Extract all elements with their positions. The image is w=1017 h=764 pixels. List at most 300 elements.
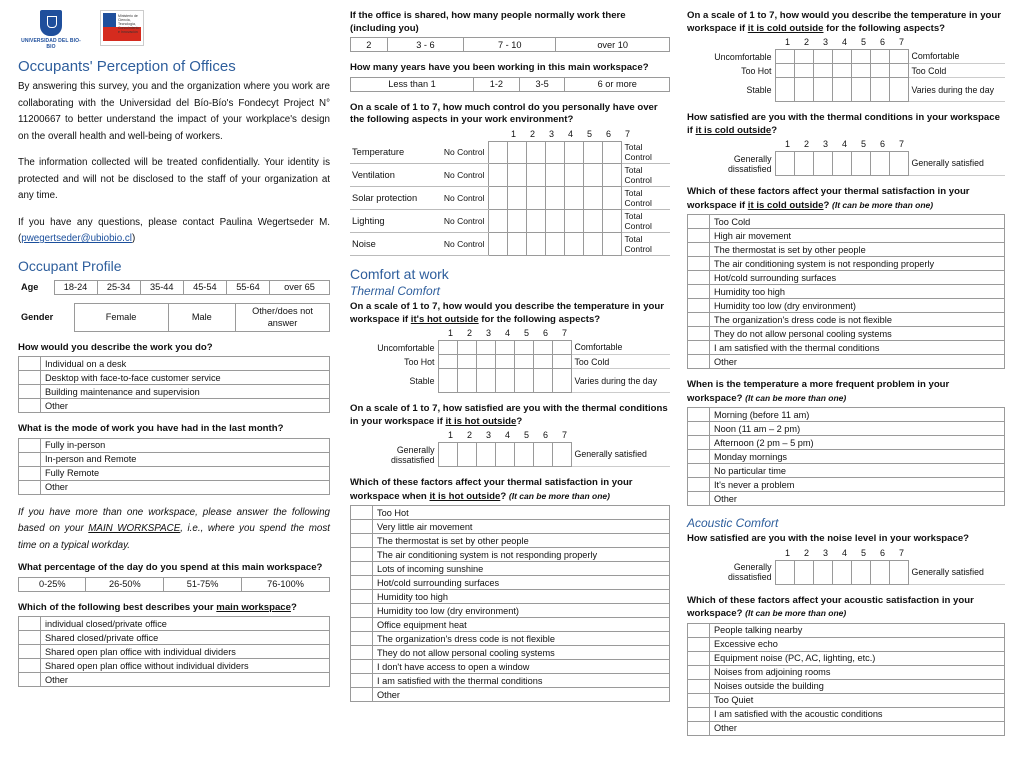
rating-cell[interactable] bbox=[583, 233, 602, 256]
shared-options bbox=[350, 37, 670, 52]
scale-num: 7 bbox=[898, 547, 904, 558]
list-item[interactable] bbox=[19, 466, 330, 480]
rating-cell[interactable] bbox=[457, 355, 476, 369]
question-control: On a scale of 1 to 7, how much control do you personally have over the following aspects in your work environment? bbox=[350, 101, 658, 125]
rating-cell[interactable] bbox=[514, 355, 533, 369]
checkbox[interactable] bbox=[688, 623, 710, 637]
rating-cell[interactable] bbox=[457, 369, 476, 393]
rating-cell[interactable] bbox=[476, 369, 495, 393]
rating-cell[interactable] bbox=[533, 355, 552, 369]
rating-cell[interactable] bbox=[832, 560, 851, 584]
list-item[interactable] bbox=[688, 215, 1005, 229]
list-item[interactable] bbox=[19, 438, 330, 452]
rating-cell[interactable] bbox=[545, 164, 564, 187]
rating-cell[interactable] bbox=[564, 210, 583, 233]
checkbox[interactable] bbox=[19, 438, 41, 452]
checkbox[interactable] bbox=[19, 466, 41, 480]
column-3 bbox=[687, 10, 1005, 736]
checkbox[interactable] bbox=[688, 651, 710, 665]
rating-cell[interactable] bbox=[438, 369, 457, 393]
rating-cell[interactable] bbox=[813, 64, 832, 78]
hot-factor-options bbox=[350, 505, 670, 702]
list-item[interactable] bbox=[351, 660, 670, 674]
rating-cell[interactable] bbox=[602, 187, 621, 210]
list-item[interactable] bbox=[688, 492, 1005, 506]
rating-cell[interactable] bbox=[526, 187, 545, 210]
question-factors-acoustic bbox=[687, 595, 1005, 621]
checkbox[interactable] bbox=[19, 385, 41, 399]
scale-num: 6 bbox=[605, 128, 611, 139]
list-item[interactable] bbox=[688, 271, 1005, 285]
option-label: Afternoon (2 pm – 5 pm) bbox=[710, 436, 1005, 450]
option-label: Noises from adjoining rooms bbox=[710, 665, 1005, 679]
no-control-label: No Control bbox=[440, 164, 488, 187]
rating-cell[interactable] bbox=[476, 341, 495, 355]
rating-cell[interactable] bbox=[526, 141, 545, 164]
option-label: Other bbox=[41, 399, 330, 413]
rating-cell[interactable] bbox=[851, 78, 870, 102]
rating-cell[interactable] bbox=[813, 78, 832, 102]
scale-num: 6 bbox=[542, 328, 548, 338]
rating-cell[interactable] bbox=[889, 560, 908, 584]
checkbox[interactable] bbox=[19, 480, 41, 494]
checkbox[interactable] bbox=[688, 229, 710, 243]
rating-cell[interactable] bbox=[476, 355, 495, 369]
rating-cell[interactable] bbox=[583, 187, 602, 210]
rating-cell[interactable] bbox=[526, 210, 545, 233]
option-label: Humidity too high bbox=[710, 285, 1005, 299]
scale-num: 3 bbox=[485, 430, 491, 440]
rating-cell[interactable] bbox=[851, 560, 870, 584]
list-item[interactable] bbox=[351, 520, 670, 534]
checkbox[interactable] bbox=[688, 707, 710, 721]
checkbox[interactable] bbox=[351, 632, 373, 646]
q-a: Which of these factors affect your thermal satisfaction in your workspace if bbox=[687, 186, 970, 211]
scale-num: 3 bbox=[485, 328, 491, 338]
rating-cell[interactable] bbox=[526, 233, 545, 256]
scale-num: 6 bbox=[879, 37, 885, 47]
scale-num: 3 bbox=[548, 128, 554, 139]
rating-cell[interactable] bbox=[851, 152, 870, 176]
rating-cell[interactable] bbox=[514, 443, 533, 467]
rating-cell[interactable] bbox=[889, 78, 908, 102]
rating-cell[interactable] bbox=[889, 50, 908, 64]
list-item[interactable] bbox=[351, 632, 670, 646]
checkbox[interactable] bbox=[688, 327, 710, 341]
checkbox[interactable] bbox=[19, 357, 41, 371]
rating-cell[interactable] bbox=[870, 64, 889, 78]
list-item[interactable] bbox=[688, 637, 1005, 651]
q-b: for the following aspects? bbox=[823, 22, 946, 34]
list-item[interactable] bbox=[688, 450, 1005, 464]
scale-num: 1 bbox=[447, 430, 453, 440]
rating-cell[interactable] bbox=[564, 233, 583, 256]
rating-cell[interactable] bbox=[583, 210, 602, 233]
rating-cell[interactable] bbox=[564, 187, 583, 210]
rating-cell[interactable] bbox=[813, 50, 832, 64]
rating-cell[interactable] bbox=[495, 341, 514, 355]
rating-cell[interactable] bbox=[832, 152, 851, 176]
contact-pre: If you have any questions, please contact Paulina Wegertseder M. ( bbox=[18, 216, 330, 244]
question-mode: What is the mode of work you have had in the last month? bbox=[18, 423, 284, 434]
checkbox[interactable] bbox=[688, 422, 710, 436]
option-label: I am satisfied with the acoustic conditions bbox=[710, 707, 1005, 721]
rating-cell[interactable] bbox=[794, 64, 813, 78]
cold-factor-options bbox=[687, 214, 1005, 369]
option-label: Building maintenance and supervision bbox=[41, 385, 330, 399]
rating-cell[interactable] bbox=[545, 187, 564, 210]
rating-cell[interactable] bbox=[889, 64, 908, 78]
rating-cell[interactable] bbox=[552, 443, 571, 467]
scale-right-label: Too Cold bbox=[908, 64, 1005, 78]
age-option[interactable]: 35-44 bbox=[140, 280, 183, 294]
list-item[interactable] bbox=[688, 355, 1005, 369]
years-option[interactable]: 6 or more bbox=[565, 77, 670, 91]
thermal-title: Thermal Comfort bbox=[350, 284, 441, 298]
rating-cell[interactable] bbox=[552, 355, 571, 369]
rating-cell[interactable] bbox=[533, 369, 552, 393]
rating-cell[interactable] bbox=[813, 152, 832, 176]
gender-option[interactable]: Other/does not answer bbox=[236, 303, 330, 331]
age-option[interactable]: 45-54 bbox=[183, 280, 226, 294]
checkbox[interactable] bbox=[688, 665, 710, 679]
q-b: ? bbox=[516, 415, 523, 427]
list-item[interactable] bbox=[19, 631, 330, 645]
question-shared: If the office is shared, how many people normally work there (including you) bbox=[350, 10, 626, 34]
scale-right-label: Generally satisfied bbox=[908, 152, 1005, 176]
checkbox[interactable] bbox=[19, 452, 41, 466]
total-control-label: Total Control bbox=[621, 164, 670, 187]
list-item[interactable] bbox=[19, 452, 330, 466]
scale-num: 5 bbox=[860, 139, 866, 149]
checkbox[interactable] bbox=[688, 436, 710, 450]
rating-cell[interactable] bbox=[832, 78, 851, 102]
checkbox[interactable] bbox=[688, 341, 710, 355]
question-satisfied-hot bbox=[350, 403, 670, 428]
age-option[interactable]: 55-64 bbox=[226, 280, 269, 294]
list-item[interactable] bbox=[351, 674, 670, 688]
option-label: Shared open plan office with individual dividers bbox=[41, 645, 330, 659]
percentage-option[interactable]: 51-75% bbox=[164, 577, 242, 591]
rating-cell[interactable] bbox=[438, 443, 457, 467]
rating-cell[interactable] bbox=[495, 369, 514, 393]
rating-cell[interactable] bbox=[533, 341, 552, 355]
rating-cell[interactable] bbox=[488, 141, 507, 164]
rating-cell[interactable] bbox=[495, 443, 514, 467]
checkbox[interactable] bbox=[688, 478, 710, 492]
contact-email-link[interactable]: pwegertseder@ubiobio.cl bbox=[21, 233, 132, 244]
rating-cell[interactable] bbox=[583, 141, 602, 164]
shared-option[interactable]: 2 bbox=[351, 38, 388, 52]
no-control-label: No Control bbox=[440, 233, 488, 256]
list-item[interactable] bbox=[688, 651, 1005, 665]
list-item[interactable] bbox=[351, 688, 670, 702]
list-item[interactable] bbox=[688, 707, 1005, 721]
scale-num: 3 bbox=[822, 37, 828, 47]
list-item[interactable] bbox=[688, 299, 1005, 313]
question-work: How would you describe the work you do? bbox=[18, 341, 213, 353]
rating-cell[interactable] bbox=[602, 233, 621, 256]
scale-right-label: Generally satisfied bbox=[908, 560, 1005, 584]
age-option[interactable]: over 65 bbox=[270, 280, 330, 294]
list-item[interactable] bbox=[688, 285, 1005, 299]
list-item[interactable] bbox=[19, 617, 330, 631]
list-item[interactable] bbox=[19, 371, 330, 385]
rating-cell[interactable] bbox=[851, 64, 870, 78]
rating-cell[interactable] bbox=[602, 164, 621, 187]
checkbox[interactable] bbox=[688, 450, 710, 464]
list-item[interactable] bbox=[688, 408, 1005, 422]
rating-cell[interactable] bbox=[488, 233, 507, 256]
list-item[interactable] bbox=[19, 659, 330, 673]
list-item[interactable] bbox=[688, 693, 1005, 707]
list-item[interactable] bbox=[688, 665, 1005, 679]
scale-num: 5 bbox=[523, 328, 529, 338]
checkbox[interactable] bbox=[688, 299, 710, 313]
rating-cell[interactable] bbox=[870, 50, 889, 64]
years-option[interactable]: Less than 1 bbox=[351, 77, 474, 91]
list-item[interactable] bbox=[19, 673, 330, 687]
rating-cell[interactable] bbox=[564, 164, 583, 187]
list-item[interactable] bbox=[688, 257, 1005, 271]
percentage-option[interactable]: 26-50% bbox=[86, 577, 164, 591]
rating-cell[interactable] bbox=[794, 152, 813, 176]
rating-cell[interactable] bbox=[457, 341, 476, 355]
list-item[interactable] bbox=[351, 548, 670, 562]
checkbox[interactable] bbox=[688, 721, 710, 735]
q-a: On a scale of 1 to 7, how would you describe the temperature in your workspace if bbox=[350, 301, 664, 325]
checkbox[interactable] bbox=[19, 645, 41, 659]
checkbox[interactable] bbox=[688, 679, 710, 693]
percentage-option[interactable]: 0-25% bbox=[19, 577, 86, 591]
checkbox[interactable] bbox=[688, 257, 710, 271]
list-item[interactable] bbox=[688, 436, 1005, 450]
checkbox[interactable] bbox=[688, 355, 710, 369]
gender-option[interactable]: Male bbox=[168, 303, 235, 331]
scale-left-label: Generally dissatisfied bbox=[390, 444, 435, 465]
rating-cell[interactable] bbox=[602, 141, 621, 164]
rating-cell[interactable] bbox=[813, 560, 832, 584]
rating-cell[interactable] bbox=[794, 78, 813, 102]
checkbox[interactable] bbox=[688, 285, 710, 299]
rating-cell[interactable] bbox=[507, 141, 526, 164]
control-row bbox=[350, 233, 670, 256]
years-option[interactable]: 1-2 bbox=[473, 77, 519, 91]
rating-cell[interactable] bbox=[507, 210, 526, 233]
q-u: it is cold outside bbox=[747, 199, 824, 211]
checkbox[interactable] bbox=[351, 562, 373, 576]
checkbox[interactable] bbox=[351, 520, 373, 534]
list-item[interactable] bbox=[19, 480, 330, 494]
rating-cell[interactable] bbox=[775, 152, 794, 176]
checkbox[interactable] bbox=[351, 618, 373, 632]
checkbox[interactable] bbox=[351, 534, 373, 548]
checkbox[interactable] bbox=[351, 674, 373, 688]
checkbox[interactable] bbox=[688, 693, 710, 707]
rating-cell[interactable] bbox=[457, 443, 476, 467]
list-item[interactable] bbox=[19, 385, 330, 399]
rating-cell[interactable] bbox=[514, 341, 533, 355]
rating-cell[interactable] bbox=[870, 560, 889, 584]
list-item[interactable] bbox=[688, 229, 1005, 243]
option-label: Excessive echo bbox=[710, 637, 1005, 651]
q-a: Which of these factors affect your acoustic satisfaction in your workspace? bbox=[687, 594, 974, 619]
shared-option[interactable]: over 10 bbox=[556, 38, 670, 52]
contact-post: ) bbox=[131, 233, 136, 244]
checkbox[interactable] bbox=[351, 506, 373, 520]
no-control-label: No Control bbox=[440, 187, 488, 210]
list-item[interactable] bbox=[688, 243, 1005, 257]
rating-cell[interactable] bbox=[476, 443, 495, 467]
rating-cell[interactable] bbox=[583, 164, 602, 187]
list-item[interactable] bbox=[688, 327, 1005, 341]
checkbox[interactable] bbox=[19, 617, 41, 631]
rating-cell[interactable] bbox=[775, 50, 794, 64]
checkbox[interactable] bbox=[19, 371, 41, 385]
scale-right-label: Generally satisfied bbox=[571, 443, 670, 467]
q-u: main workspace bbox=[216, 601, 291, 613]
gender-option[interactable]: Female bbox=[74, 303, 168, 331]
rating-cell[interactable] bbox=[775, 64, 794, 78]
years-option[interactable]: 3-5 bbox=[519, 77, 565, 91]
checkbox[interactable] bbox=[19, 399, 41, 413]
checkbox[interactable] bbox=[19, 631, 41, 645]
scale-right-label: Varies during the day bbox=[571, 369, 670, 393]
rating-cell[interactable] bbox=[552, 341, 571, 355]
checkbox[interactable] bbox=[351, 660, 373, 674]
rating-cell[interactable] bbox=[832, 50, 851, 64]
option-label: Shared closed/private office bbox=[41, 631, 330, 645]
rating-cell[interactable] bbox=[870, 152, 889, 176]
list-item[interactable] bbox=[688, 623, 1005, 637]
list-item[interactable] bbox=[351, 618, 670, 632]
age-option[interactable]: 25-34 bbox=[97, 280, 140, 294]
scale-num: 1 bbox=[447, 328, 453, 338]
checkbox[interactable] bbox=[688, 408, 710, 422]
rating-cell[interactable] bbox=[488, 187, 507, 210]
list-item[interactable] bbox=[688, 464, 1005, 478]
checkbox[interactable] bbox=[688, 464, 710, 478]
rating-cell[interactable] bbox=[545, 210, 564, 233]
rating-cell[interactable] bbox=[552, 369, 571, 393]
gender-table bbox=[18, 303, 330, 332]
rating-cell[interactable] bbox=[564, 141, 583, 164]
rating-cell[interactable] bbox=[832, 64, 851, 78]
checkbox[interactable] bbox=[351, 576, 373, 590]
rating-cell[interactable] bbox=[545, 233, 564, 256]
rating-cell[interactable] bbox=[438, 341, 457, 355]
rating-cell[interactable] bbox=[851, 50, 870, 64]
row-label: Ventilation bbox=[350, 164, 440, 187]
scale-left-label: Stable bbox=[409, 375, 435, 386]
rating-cell[interactable] bbox=[507, 164, 526, 187]
scale-num: 2 bbox=[803, 547, 809, 558]
rating-cell[interactable] bbox=[602, 210, 621, 233]
list-item[interactable] bbox=[351, 506, 670, 520]
list-item[interactable] bbox=[19, 645, 330, 659]
scale-num: 2 bbox=[803, 37, 809, 47]
list-item[interactable] bbox=[688, 313, 1005, 327]
checkbox[interactable] bbox=[688, 313, 710, 327]
scale-num: 4 bbox=[504, 430, 510, 440]
list-item[interactable] bbox=[351, 534, 670, 548]
workspace-note bbox=[18, 505, 330, 555]
checkbox[interactable] bbox=[688, 215, 710, 229]
scale-num: 4 bbox=[841, 139, 847, 149]
rating-cell[interactable] bbox=[545, 141, 564, 164]
rating-cell[interactable] bbox=[889, 152, 908, 176]
list-item[interactable] bbox=[688, 422, 1005, 436]
checkbox[interactable] bbox=[351, 688, 373, 702]
rating-cell[interactable] bbox=[533, 443, 552, 467]
rating-cell[interactable] bbox=[488, 164, 507, 187]
rating-cell[interactable] bbox=[794, 560, 813, 584]
rating-cell[interactable] bbox=[870, 78, 889, 102]
checkbox[interactable] bbox=[19, 673, 41, 687]
question-years: How many years have you been working in this main workspace? bbox=[350, 62, 649, 73]
option-label: People talking nearby bbox=[710, 623, 1005, 637]
list-item[interactable] bbox=[688, 721, 1005, 735]
checkbox[interactable] bbox=[351, 646, 373, 660]
rating-cell[interactable] bbox=[775, 560, 794, 584]
scale-right-label: Comfortable bbox=[908, 50, 1005, 64]
list-item[interactable] bbox=[688, 341, 1005, 355]
list-item[interactable] bbox=[688, 679, 1005, 693]
rating-cell[interactable] bbox=[507, 187, 526, 210]
checkbox[interactable] bbox=[351, 604, 373, 618]
q-a: On a scale of 1 to 7, how satisfied are you with the thermal conditions in your workspace if bbox=[350, 403, 668, 427]
percentage-option[interactable]: 76-100% bbox=[241, 577, 329, 591]
checkbox[interactable] bbox=[688, 637, 710, 651]
list-item[interactable] bbox=[351, 576, 670, 590]
q-b: ? bbox=[771, 124, 778, 136]
list-item[interactable] bbox=[351, 562, 670, 576]
rating-cell[interactable] bbox=[507, 233, 526, 256]
rating-cell[interactable] bbox=[526, 164, 545, 187]
total-control-label: Total Control bbox=[621, 187, 670, 210]
q-a: How satisfied are you with the thermal conditions in your workspace if bbox=[687, 112, 1000, 136]
list-item[interactable] bbox=[351, 646, 670, 660]
hint: (It can be more than one) bbox=[745, 608, 847, 618]
checkbox[interactable] bbox=[351, 590, 373, 604]
checkbox[interactable] bbox=[351, 548, 373, 562]
rating-cell[interactable] bbox=[488, 210, 507, 233]
age-option[interactable]: 18-24 bbox=[54, 280, 97, 294]
shared-option[interactable]: 3 - 6 bbox=[387, 38, 464, 52]
option-label: Hot/cold surrounding surfaces bbox=[373, 576, 670, 590]
checkbox[interactable] bbox=[688, 271, 710, 285]
list-item[interactable] bbox=[688, 478, 1005, 492]
shared-option[interactable]: 7 - 10 bbox=[464, 38, 556, 52]
list-item[interactable] bbox=[19, 357, 330, 371]
list-item[interactable] bbox=[351, 590, 670, 604]
list-item[interactable] bbox=[19, 399, 330, 413]
checkbox[interactable] bbox=[688, 243, 710, 257]
checkbox[interactable] bbox=[19, 659, 41, 673]
row-label: Noise bbox=[350, 233, 440, 256]
total-control-label: Total Control bbox=[621, 233, 670, 256]
list-item[interactable] bbox=[351, 604, 670, 618]
rating-cell[interactable] bbox=[438, 355, 457, 369]
rating-cell[interactable] bbox=[775, 78, 794, 102]
control-row bbox=[350, 187, 670, 210]
option-label: I am satisfied with the thermal conditions bbox=[373, 674, 670, 688]
option-label: Monday mornings bbox=[710, 450, 1005, 464]
rating-cell[interactable] bbox=[514, 369, 533, 393]
rating-cell[interactable] bbox=[495, 355, 514, 369]
rating-cell[interactable] bbox=[794, 50, 813, 64]
checkbox[interactable] bbox=[688, 492, 710, 506]
